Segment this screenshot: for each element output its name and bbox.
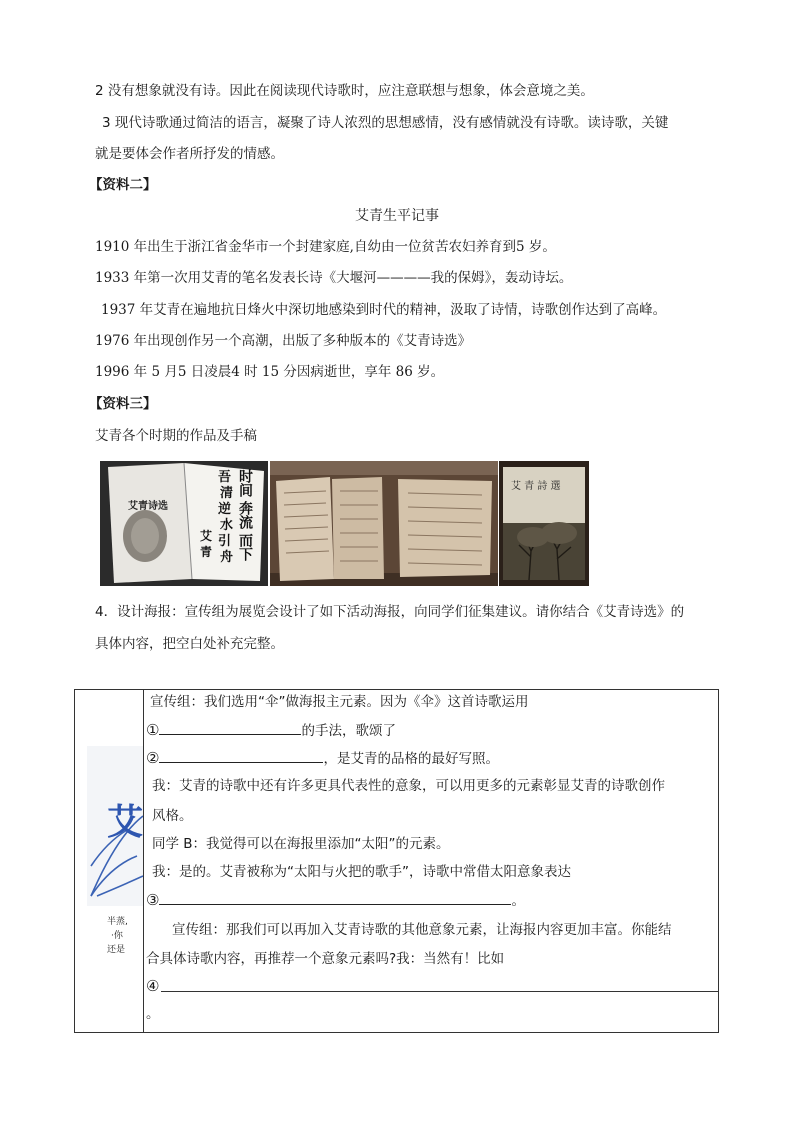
blank-1-marker: ① bbox=[146, 721, 160, 739]
table-row-me-2: 我：是的。艾青被称为“太阳与火把的歌手”，诗歌中常借太阳意象表达 bbox=[152, 864, 571, 880]
works-photo-strip bbox=[100, 461, 589, 586]
calligraphy-char: 逆 bbox=[218, 502, 232, 517]
poster-thumbnail bbox=[87, 746, 143, 964]
material3-caption: 艾青各个时期的作品及手稿 bbox=[95, 428, 257, 444]
calligraphy-char: 吾 bbox=[218, 470, 232, 485]
intro-p2: 2 没有想象就没有诗。因此在阅读现代诗歌时，应注意联想与想象，体会意境之美。 bbox=[95, 83, 594, 99]
book-cover-title: 艾青诗选 bbox=[128, 501, 168, 512]
poster-title-char: 艾 bbox=[107, 801, 143, 843]
poster-small-text: 半蒸, bbox=[107, 917, 128, 927]
book-cover-photo bbox=[499, 461, 589, 586]
blank-4-marker: ④ bbox=[146, 977, 160, 995]
blank-1-line bbox=[146, 720, 396, 741]
material2-item: 1976 年出现创作另一个高潮，出版了多种版本的《艾青诗选》 bbox=[95, 333, 472, 349]
poster-small-text: ·你 bbox=[111, 931, 123, 941]
calligraphy-char: 清 bbox=[220, 486, 234, 501]
blank-2-line bbox=[146, 748, 499, 769]
intro-p3-line2: 就是要体会作者所抒发的情感。 bbox=[95, 146, 284, 162]
question4-line1: 4．设计海报：宣传组为展览会设计了如下活动海报，向同学们征集建议。请你结合《艾青诗选》的 bbox=[95, 604, 685, 620]
blank-2-marker: ② bbox=[146, 749, 160, 767]
material2-title: 艾青生平记事 bbox=[355, 208, 439, 224]
material3-heading: 【资料三】 bbox=[89, 396, 157, 412]
blank-3-line bbox=[146, 890, 525, 911]
blank-4-end: 。 bbox=[146, 1006, 160, 1022]
blank-3-marker: ③ bbox=[146, 891, 160, 909]
table-column-divider bbox=[143, 690, 144, 1032]
table-row-me-1b: 风格。 bbox=[152, 808, 193, 824]
question4-line2: 具体内容，把空白处补充完整。 bbox=[95, 636, 284, 652]
calligraphy-char: 奔流 bbox=[237, 501, 253, 529]
calligraphy-char: 而下 bbox=[237, 533, 253, 561]
blank-1-tail: 的手法，歌颂了 bbox=[301, 723, 396, 739]
blank-2-input[interactable] bbox=[159, 748, 323, 763]
blank-3-tail: 。 bbox=[511, 893, 525, 909]
calligraphy-char: 时间 bbox=[237, 469, 253, 497]
blank-1-input[interactable] bbox=[159, 720, 301, 735]
blank-4-input[interactable] bbox=[161, 991, 718, 992]
manuscript-display-photo bbox=[270, 461, 498, 586]
material2-heading: 【资料二】 bbox=[89, 177, 157, 193]
material2-item: 1933 年第一次用艾青的笔名发表长诗《大堰河————我的保姆》，轰动诗坛。 bbox=[95, 270, 573, 286]
material2-item: 1937 年艾青在遍地抗日烽火中深切地感染到时代的精神，汲取了诗情，诗歌创作达到了高峰。 bbox=[101, 302, 667, 318]
calligraphy-char: 青 bbox=[200, 545, 213, 559]
poster-small-text: 还是 bbox=[107, 945, 126, 955]
book-cover-title: 艾 青 詩 選 bbox=[511, 481, 561, 492]
table-row-student-b: 同学 B：我觉得可以在海报里添加“太阳”的元素。 bbox=[152, 836, 450, 852]
book-and-calligraphy-photo bbox=[100, 461, 268, 586]
intro-p3-line1: 3 现代诗歌通过简洁的语言，凝聚了诗人浓烈的思想感情，没有感情就没有诗歌。读诗歌，关键 bbox=[102, 115, 669, 131]
table-row-publicity-1: 宣传组：我们选用“伞”做海报主元素。因为《伞》这首诗歌运用 bbox=[150, 694, 529, 710]
calligraphy-char: 水 bbox=[220, 518, 234, 533]
calligraphy-char: 艾 bbox=[200, 529, 213, 543]
material2-item: 1910 年出生于浙江省金华市一个封建家庭,自幼由一位贫苦农妇养育到5 岁。 bbox=[95, 239, 556, 255]
calligraphy-char: 舟 bbox=[220, 550, 234, 565]
blank-3-input[interactable] bbox=[159, 890, 511, 905]
blank-2-tail: ，是艾青的品格的最好写照。 bbox=[323, 751, 499, 767]
material2-item: 1996 年 5 月5 日凌晨4 时 15 分因病逝世，享年 86 岁。 bbox=[95, 364, 445, 380]
calligraphy-char: 引 bbox=[218, 534, 232, 549]
table-row-publicity-2a: 宣传组：那我们可以再加入艾青诗歌的其他意象元素，让海报内容更加丰富。你能结 bbox=[172, 922, 672, 938]
table-row-publicity-2b: 合具体诗歌内容，再推荐一个意象元素吗?我：当然有！比如 bbox=[146, 951, 505, 967]
table-row-me-1a: 我：艾青的诗歌中还有许多更具代表性的意象，可以用更多的元素彰显艾青的诗歌创作 bbox=[152, 778, 665, 794]
